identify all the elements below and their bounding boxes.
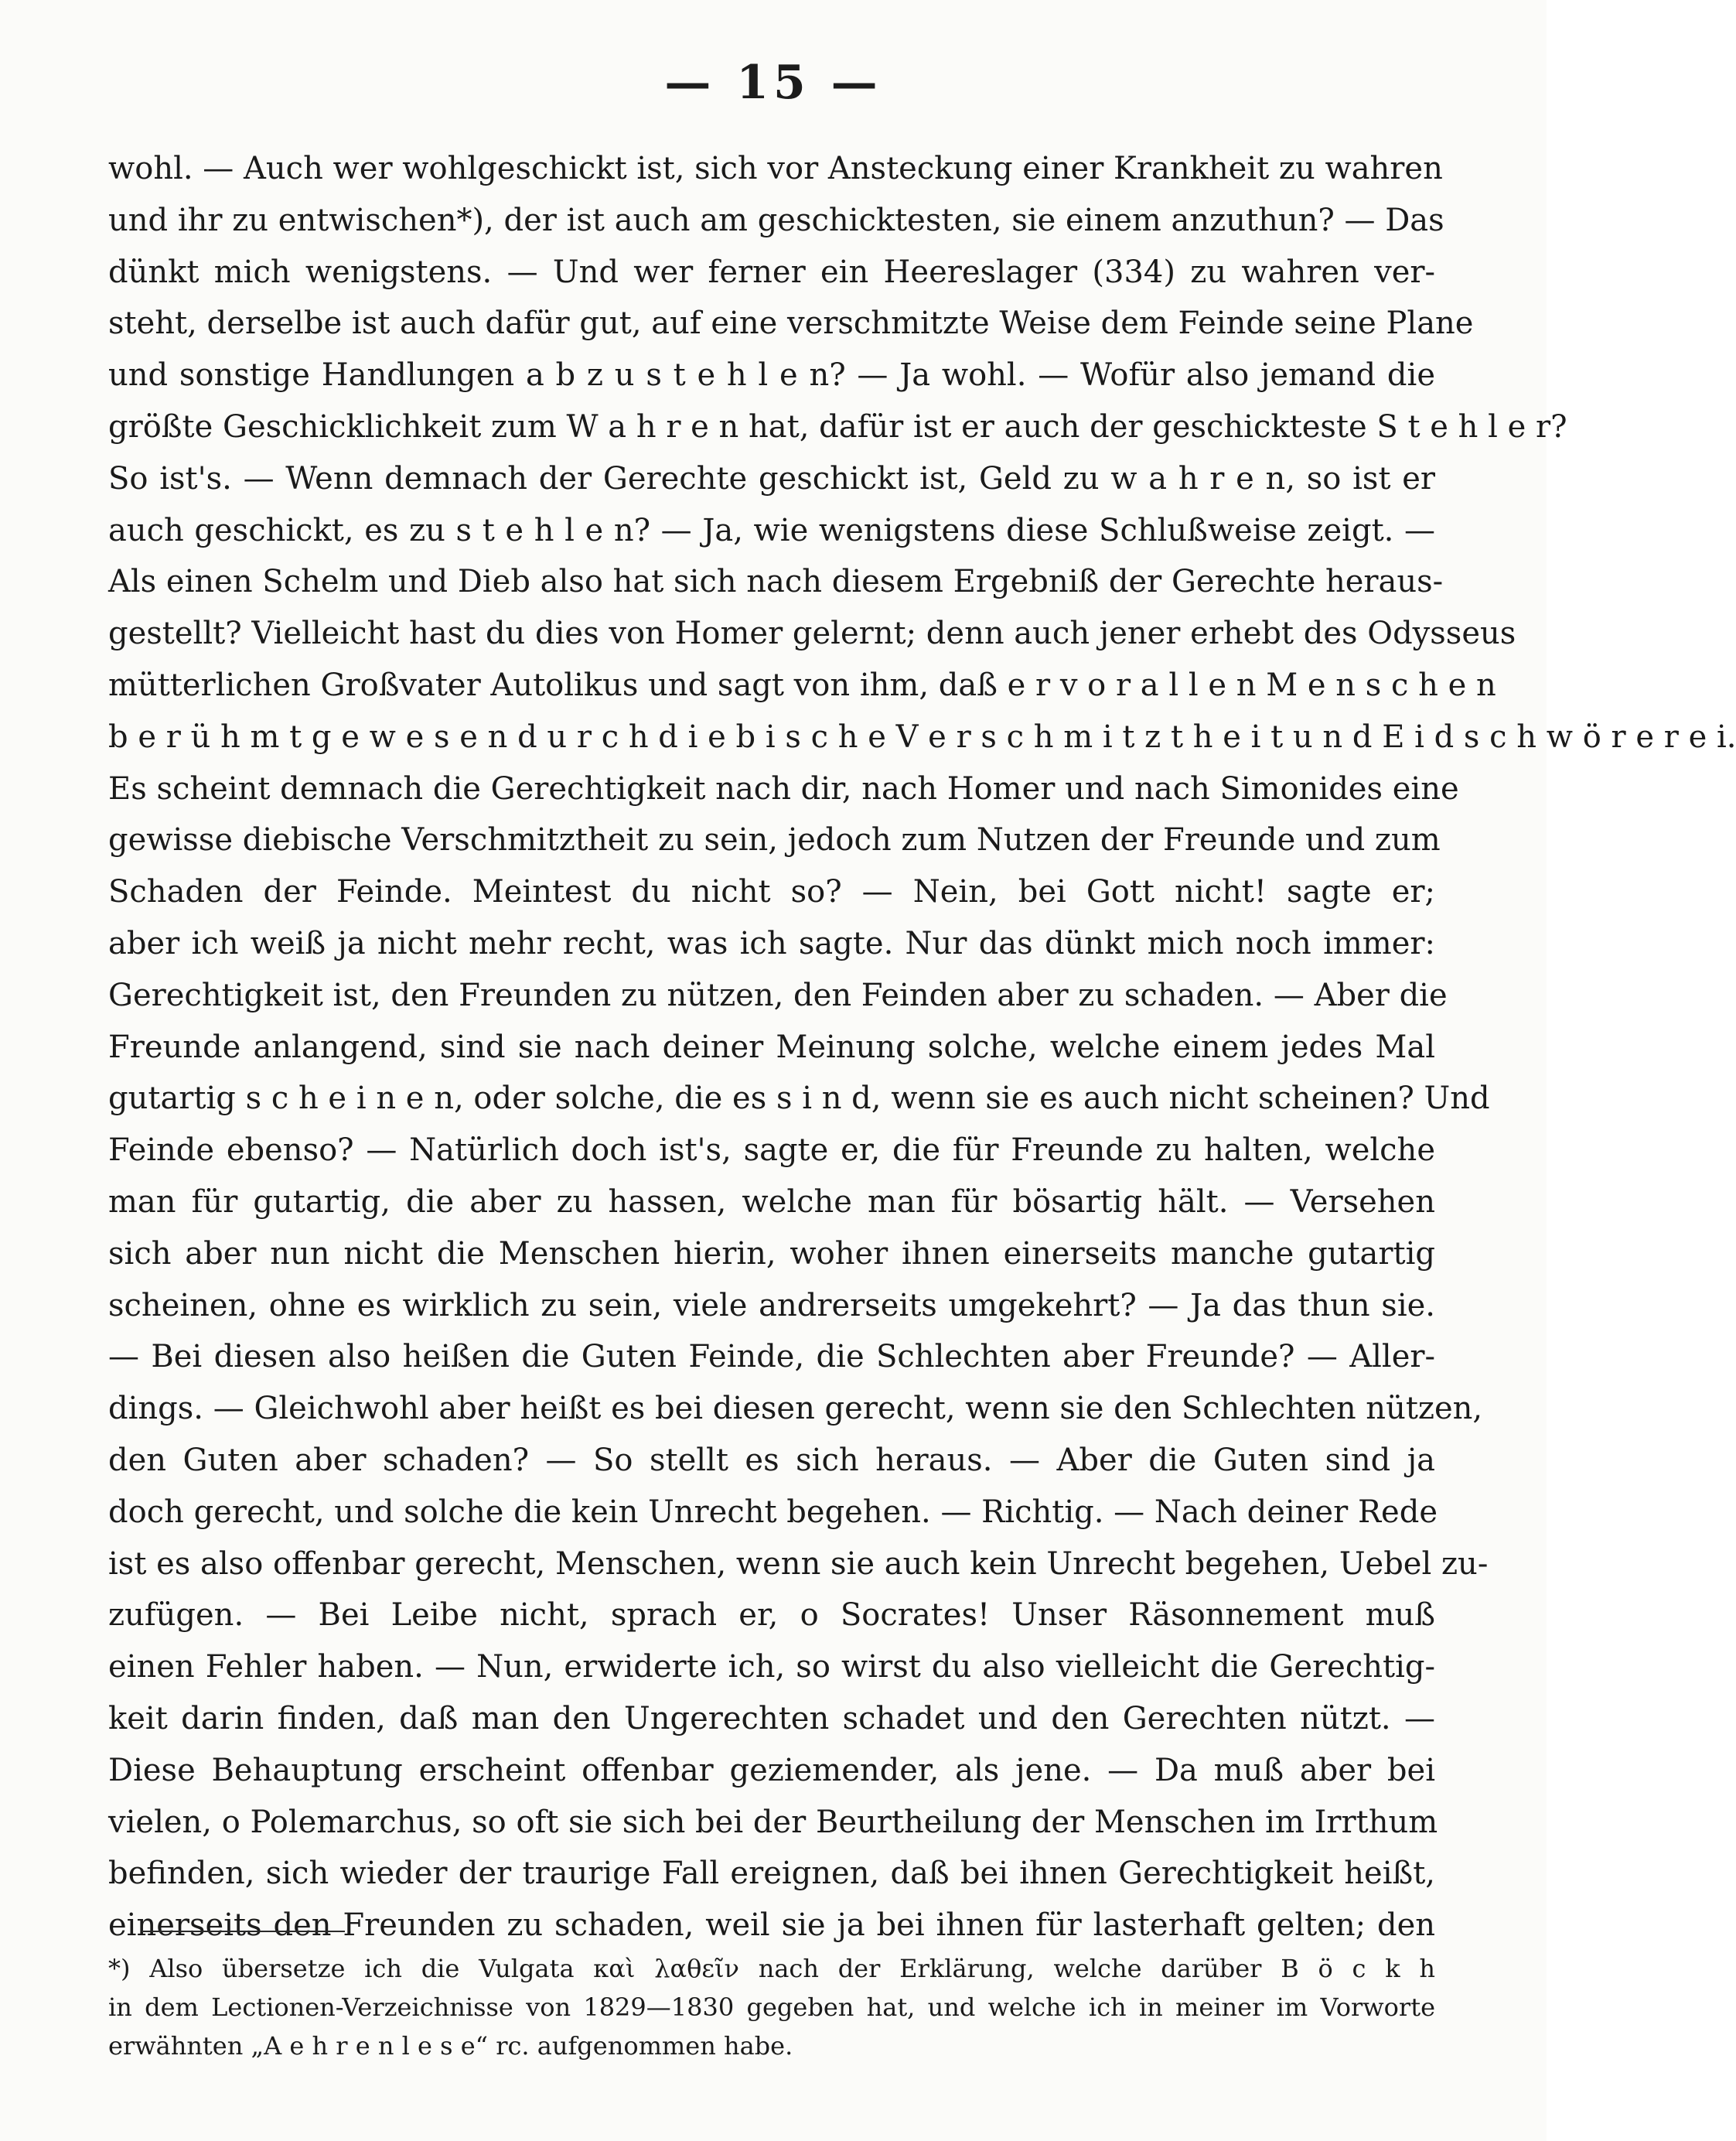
text-line: keit darin finden, daß man den Ungerechten schadet und den Gerechten nützt. — — [108, 1700, 1435, 1736]
text-line: gewisse diebische Verschmitztheit zu sein, jedoch zum Nutzen der Freunde und zum — [108, 822, 1441, 859]
text-line: Feinde ebenso? — Natürlich doch ist's, sagte er, die für Freunde zu halten, welche — [108, 1132, 1435, 1169]
footnote — [108, 1949, 1435, 2065]
text-line: Gerechtigkeit ist, den Freunden zu nützen, den Feinden aber zu schaden. — Aber die — [108, 977, 1448, 1013]
text-line: Diese Behauptung erscheint offenbar geziemender, als jene. — Da muß aber bei — [108, 1752, 1435, 1788]
text-line: auch geschickt, es zu s t e h l e n? — Ja, wie wenigstens diese Schlußweise zeigt. — — [108, 512, 1435, 548]
text-line: sich aber nun nicht die Menschen hierin, woher ihnen einerseits manche gutartig — [108, 1235, 1435, 1272]
text-line: zufügen. — Bei Leibe nicht, sprach er, o Socrates! Unser Räsonnement muß — [108, 1597, 1435, 1634]
page-number: — 15 — — [664, 56, 882, 110]
footnote-line: in dem Lectionen-Verzeichnisse von 1829—1830 gegeben hat, und welche ich in meiner im Vorworte — [108, 1992, 1435, 2022]
text-line: und sonstige Handlungen a b z u s t e h l e n? — Ja wohl. — Wofür also jemand die — [108, 357, 1435, 394]
text-line: dünkt mich wenigstens. — Und wer ferner ein Heereslager (334) zu wahren ver- — [108, 254, 1435, 290]
footnote-line: erwähnten „A e h r e n l e s e“ rc. aufgenommen habe. — [108, 2031, 793, 2061]
text-line: — Bei diesen also heißen die Guten Feinde, die Schlechten aber Freunde? — Aller- — [108, 1339, 1435, 1375]
text-line: und ihr zu entwischen*), der ist auch am geschicktesten, sie einem anzuthun? — Das — [108, 202, 1444, 238]
text-line: dings. — Gleichwohl aber heißt es bei diesen gerecht, wenn sie den Schlechten nützen, — [108, 1391, 1483, 1427]
text-line: wohl. — Auch wer wohlgeschickt ist, sich vor Ansteckung einer Krankheit zu wahren — [108, 151, 1443, 186]
text-line: den Guten aber schaden? — So stellt es sich heraus. — Aber die Guten sind ja — [108, 1442, 1435, 1478]
text-line: befinden, sich wieder der traurige Fall ereignen, daß bei ihnen Gerechtigkeit heißt, — [108, 1856, 1435, 1892]
text-line: scheinen, ohne es wirklich zu sein, viele andrerseits umgekehrt? — Ja das thun sie. — [108, 1287, 1435, 1323]
footnote-line: *) Also übersetze ich die Vulgata καὶ λαθεῖν nach der Erklärung, welche darüber B ö c k h — [108, 1954, 1435, 1983]
text-line: aber ich weiß ja nicht mehr recht, was ich sagte. Nur das dünkt mich noch immer: — [108, 925, 1435, 961]
text-line: So ist's. — Wenn demnach der Gerechte geschickt ist, Geld zu w a h r e n, so ist er — [108, 460, 1435, 497]
text-line: man für gutartig, die aber zu hassen, welche man für bösartig hält. — Versehen — [108, 1183, 1435, 1220]
footnote-divider — [142, 1931, 345, 1932]
text-line: steht, derselbe ist auch dafür gut, auf eine verschmitzte Weise dem Feinde seine Plane — [108, 306, 1474, 342]
text-line: Schaden der Feinde. Meintest du nicht so? — Nein, bei Gott nicht! sagte er; — [108, 874, 1435, 910]
text-line: gutartig s c h e i n e n, oder solche, die es s i n d, wenn sie es auch nicht scheinen? Und — [108, 1081, 1490, 1117]
text-line: einerseits den Freunden zu schaden, weil sie ja bei ihnen für lasterhaft gelten; den — [108, 1907, 1435, 1944]
body-text — [108, 143, 1736, 1951]
text-line: ist es also offenbar gerecht, Menschen, wenn sie auch kein Unrecht begehen, Uebel zu- — [108, 1545, 1489, 1582]
text-line: Freunde anlangend, sind sie nach deiner Meinung solche, welche einem jedes Mal — [108, 1029, 1435, 1065]
text-line: b e r ü h m t g e w e s e n d u r c h d i e b i s c h e V e r s c h m i t z t h e i t u n d E i d s c h w ö r e r e i. — [108, 719, 1736, 755]
text-line: vielen, o Polemarchus, so oft sie sich bei der Beurtheilung der Menschen im Irrthum — [108, 1804, 1438, 1840]
text-line: größte Geschicklichkeit zum W a h r e n hat, dafür ist er auch der geschickteste S t e h l e r? — [108, 408, 1567, 445]
text-line: Es scheint demnach die Gerechtigkeit nach dir, nach Homer und nach Simonides eine — [108, 770, 1459, 807]
text-line: doch gerecht, und solche die kein Unrecht begehen. — Richtig. — Nach deiner Rede — [108, 1494, 1438, 1530]
text-line: mütterlichen Großvater Autolikus und sagt von ihm, daß e r v o r a l l e n M e n s c h e n — [108, 667, 1496, 703]
text-line: gestellt? Vielleicht hast du dies von Homer gelernt; denn auch jener erhebt des Odysseus — [108, 616, 1516, 652]
text-line: einen Fehler haben. — Nun, erwiderte ich, so wirst du also vielleicht die Gerechtig- — [108, 1649, 1435, 1685]
text-line: Als einen Schelm und Dieb also hat sich nach diesem Ergebniß der Gerechte heraus- — [108, 564, 1444, 600]
